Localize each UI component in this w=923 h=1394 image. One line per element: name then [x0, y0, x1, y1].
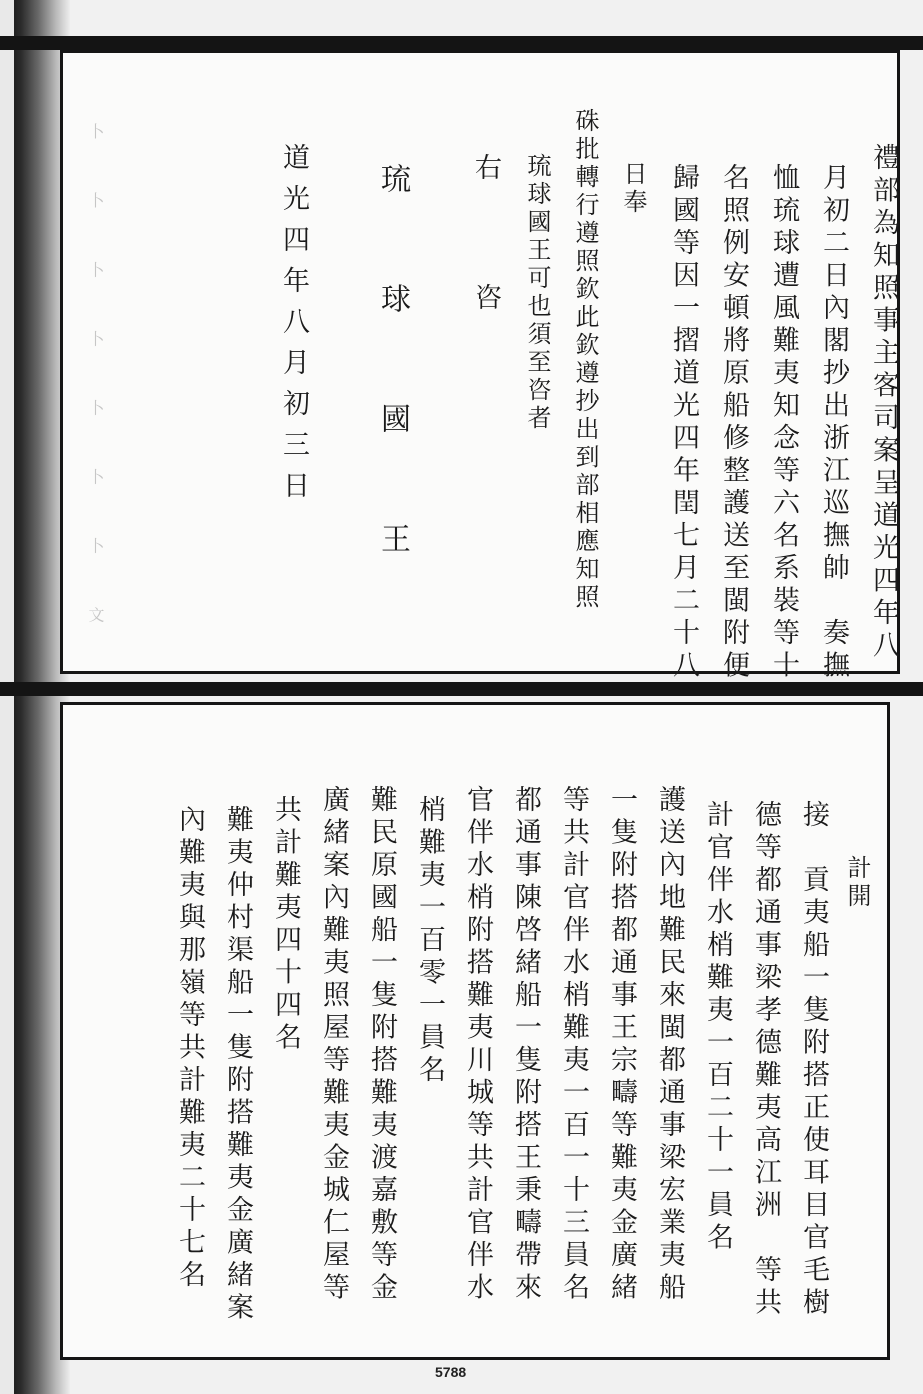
margin-marks: 卜 卜 卜 卜 卜 卜 卜 文 [86, 123, 105, 647]
date-column: 道光四年八月初三日 [278, 143, 309, 512]
text-column: 計官伴水梢難夷一百二十一員名 [702, 800, 733, 1255]
text-column: 琉球國王可也須至咨者 [523, 153, 551, 433]
text-column: 禮部為知照事主客司案呈道光四年八 [868, 143, 899, 663]
text-column: 月初二日內閣抄出浙江巡撫帥 奏撫 [818, 163, 849, 683]
text-column: 護送內地難民來閩都通事梁宏業夷船 [654, 785, 685, 1305]
text-column: 接 貢夷船一隻附搭正使耳目官毛樹 [798, 800, 829, 1320]
heading-column: 計開 [843, 855, 871, 911]
text-column: 一隻附搭都通事王宗疇等難夷金廣緒 [606, 785, 637, 1305]
page-number: 5788 [435, 1364, 467, 1380]
text-column: 內難夷與那嶺等共計難夷二十七名 [174, 805, 205, 1293]
text-column: 梢難夷一百零一員名 [414, 795, 445, 1088]
addressee-column: 右 咨 [470, 153, 501, 316]
top-document-page [60, 50, 900, 683]
text-column: 德等都通事梁孝德難夷高江洲 等共 [750, 800, 781, 1320]
text-column: 歸國等因一摺道光四年閏七月二十八 [668, 163, 699, 683]
text-column: 難夷仲村渠船一隻附搭難夷金廣緒案 [222, 805, 253, 1325]
text-column: 難民原國船一隻附搭難夷渡嘉敷等金 [366, 785, 397, 1305]
middle-page-band [0, 682, 923, 696]
bottom-document-page [60, 702, 890, 1360]
recipient-column: 琉 球 國 王 [375, 163, 410, 583]
text-column: 日奉 [619, 161, 647, 217]
text-column: 名照例安頓將原船修整護送至閩附便 [718, 163, 749, 683]
text-column: 硃批轉行遵照欽此欽遵抄出到部相應知照 [571, 108, 599, 612]
text-column: 共計難夷四十四名 [270, 795, 301, 1055]
previous-page-edge [0, 0, 16, 1394]
text-column: 都通事陳啓緒船一隻附搭王秉疇帶來 [510, 785, 541, 1305]
text-column: 恤琉球遭風難夷知念等六名系裝等十 [768, 163, 799, 683]
text-column: 等共計官伴水梢難夷一百一十三員名 [558, 785, 589, 1305]
text-column: 官伴水梢附搭難夷川城等共計官伴水 [462, 785, 493, 1305]
top-page-band [0, 36, 923, 50]
text-column: 廣緒案內難夷照屋等難夷金城仁屋等 [318, 785, 349, 1305]
